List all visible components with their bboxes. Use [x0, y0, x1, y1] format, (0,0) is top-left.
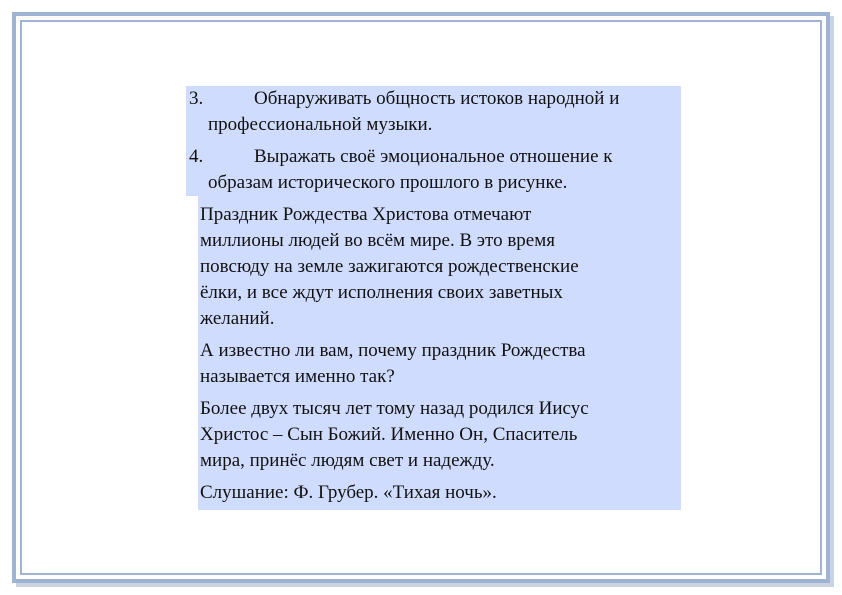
text-line: Более двух тысяч лет тому назад родился Иисус	[200, 398, 589, 419]
paragraph-question	[200, 338, 678, 390]
list-item-number: 4.	[189, 146, 204, 167]
text-line: А известно ли вам, почему праздник Рождества	[200, 340, 586, 361]
paragraph-listening	[200, 480, 678, 506]
text-line: ёлки, и все ждут исполнения своих заветных	[200, 282, 563, 303]
text-line: повсюду на земле зажигаются рождественские	[200, 256, 579, 277]
text-line: Праздник Рождества Христова отмечают	[200, 204, 532, 225]
frame-shadow-bottom	[16, 583, 834, 587]
text-line: мира, принёс людям свет и надежду.	[200, 450, 495, 471]
objectives-list	[189, 86, 679, 196]
list-item-continuation: профессиональной музыки.	[208, 114, 433, 135]
paragraph-christmas	[200, 202, 678, 332]
list-item-number: 3.	[189, 88, 204, 109]
list-item	[189, 86, 679, 138]
list-item-text: Обнаруживать общность истоков народной и	[254, 88, 620, 109]
text-line: Христос – Сын Божий. Именно Он, Спаситель	[200, 424, 578, 445]
body-text	[200, 202, 678, 512]
text-line: называется именно так?	[200, 366, 395, 387]
list-item-continuation: образам исторического прошлого в рисунке.	[208, 172, 568, 193]
text-line: Слушание: Ф. Грубер. «Тихая ночь».	[200, 482, 497, 503]
text-line: миллионы людей во всём мире. В это время	[200, 230, 555, 251]
frame-shadow-right	[830, 16, 834, 587]
list-item	[189, 144, 679, 196]
list-item-text: Выражать своё эмоциональное отношение к	[254, 146, 613, 167]
text-line: желаний.	[200, 308, 275, 329]
paragraph-history	[200, 396, 678, 474]
